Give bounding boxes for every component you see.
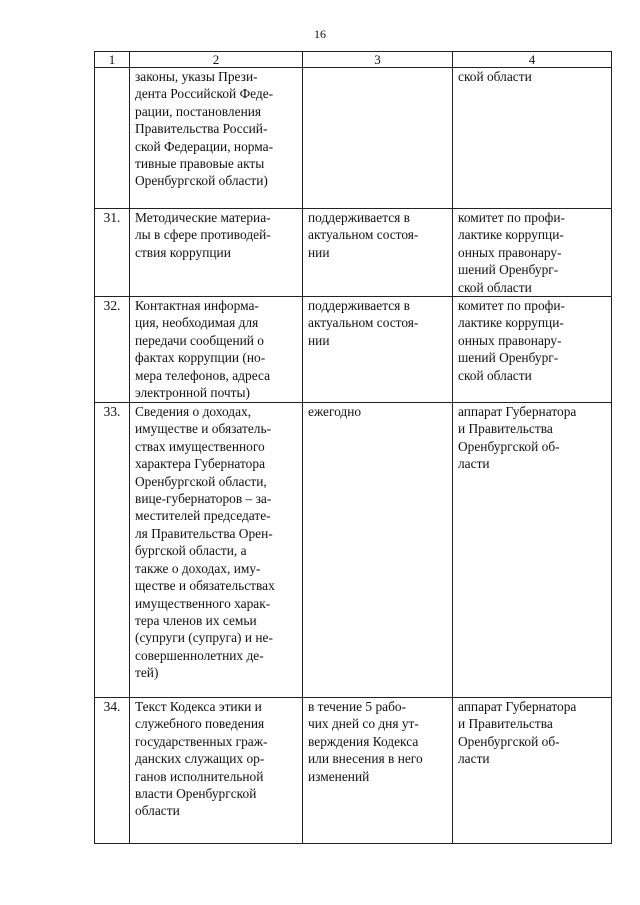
row-number — [95, 68, 130, 209]
row-number: 31. — [95, 209, 130, 297]
table-header-row — [95, 52, 612, 68]
responsible-cell: аппарат Губернатора и Правительства Оренбургской об- ласти — [453, 403, 612, 698]
column-header-1: 1 — [95, 52, 130, 68]
info-cell: Текст Кодекса этики и служебного поведения государственных граж- данских служащих ор- ганов исполнительной власти Оренбургской области — [130, 698, 303, 844]
info-cell: Контактная информа- ция, необходимая для передачи сообщений о фактах коррупции (но- мера телефонов, адреса электронной почты) — [130, 297, 303, 403]
table-row — [95, 209, 612, 297]
info-cell: законы, указы Прези- дента Российской Феде- рации, постановления Правительства Россий- ской Федерации, норма- тивные правовые акты Оренбургской области) — [130, 68, 303, 209]
column-header-4: 4 — [453, 52, 612, 68]
responsible-cell: комитет по профи- лактике коррупци- онных правонару- шений Оренбург- ской области — [453, 297, 612, 403]
info-cell: Сведения о доходах, имуществе и обязатель- ствах имущественного характера Губернатора Оренбургской области, вице-губернаторов – за- местителей председате- ля Правительства Орен- бургской области, а также о доходах, иму- ществе и обязательствах имущественного харак- тера членов их семьи (супруги (супруга) и не- совершеннолетних де- тей) — [130, 403, 303, 698]
period-cell: поддерживается в актуальном состоя- нии — [303, 209, 453, 297]
column-header-2: 2 — [130, 52, 303, 68]
row-number: 32. — [95, 297, 130, 403]
row-number: 33. — [95, 403, 130, 698]
responsible-cell: аппарат Губернатора и Правительства Оренбургской об- ласти — [453, 698, 612, 844]
row-number: 34. — [95, 698, 130, 844]
period-cell: ежегодно — [303, 403, 453, 698]
table-row — [95, 68, 612, 209]
column-header-3: 3 — [303, 52, 453, 68]
table-row — [95, 403, 612, 698]
period-cell: поддерживается в актуальном состоя- нии — [303, 297, 453, 403]
responsible-cell: комитет по профи- лактике коррупци- онных правонару- шений Оренбург- ской области — [453, 209, 612, 297]
period-cell: в течение 5 рабо- чих дней со дня ут- верждения Кодекса или внесения в него изменений — [303, 698, 453, 844]
table-row — [95, 297, 612, 403]
period-cell — [303, 68, 453, 209]
info-cell: Методические материа- лы в сфере противодей- ствия коррупции — [130, 209, 303, 297]
table-row — [95, 698, 612, 844]
page-number: 16 — [314, 27, 326, 41]
responsible-cell: ской области — [453, 68, 612, 209]
measures-table — [94, 51, 612, 844]
